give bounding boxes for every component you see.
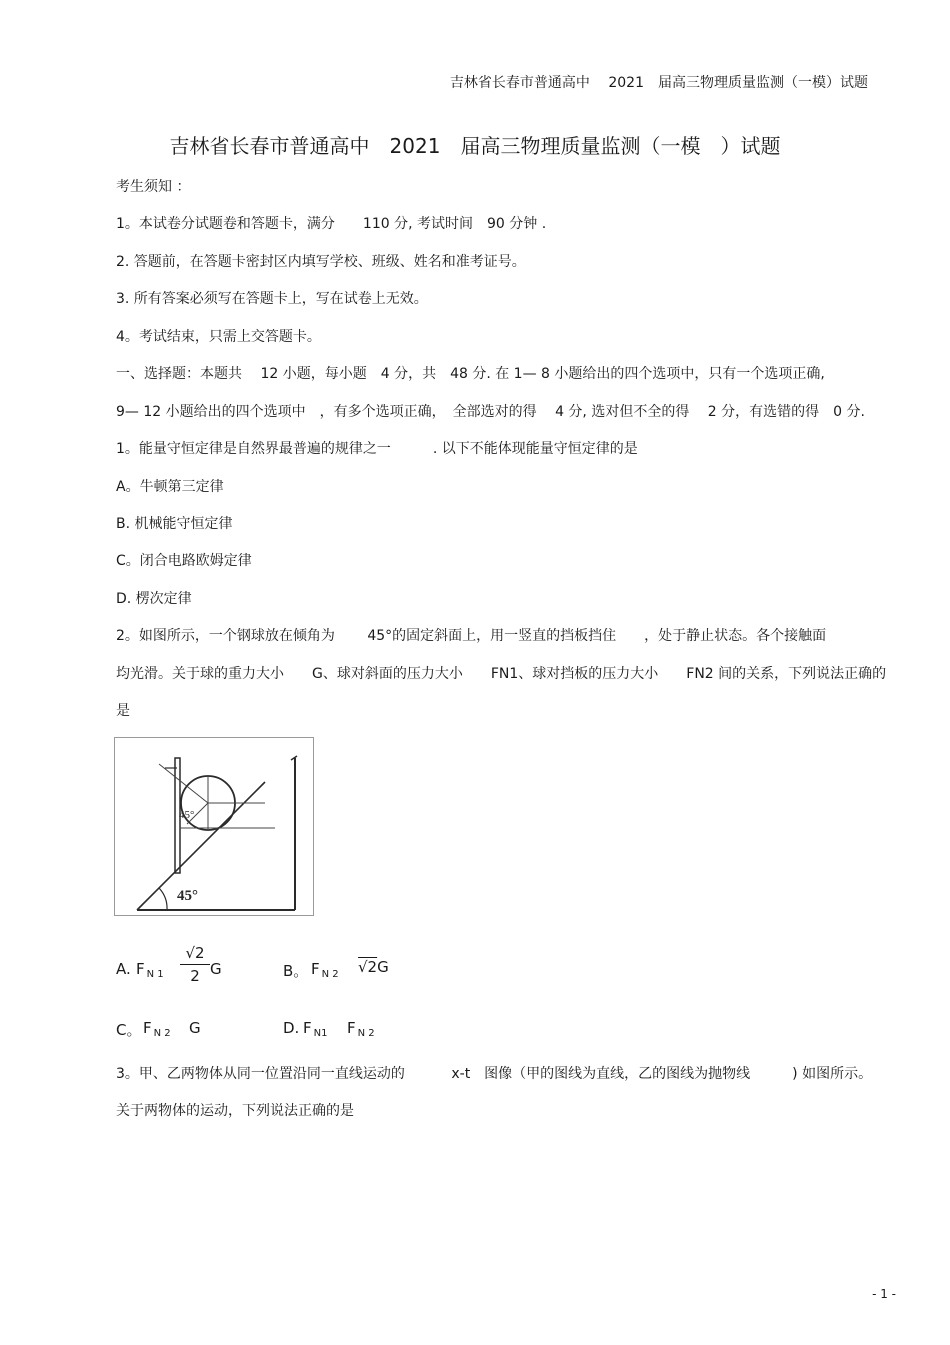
incline-ball-diagram [115,738,313,915]
notice-item-2: 2. 答题前，在答题卡密封区内填写学校、班级、姓名和准考证号。 [116,254,526,270]
force-subscript: N 2 [357,1028,375,1039]
incline-line [137,782,265,910]
question-2-option-d-lhs [303,1019,327,1039]
question-2-option-d-rhs [347,1019,375,1039]
force-symbol: F [347,1019,356,1037]
page-number: - 1 - [872,1287,896,1301]
question-3-stem-line-1: 3。甲、乙两物体从同一位置沿同一直线运动的 x-t 图像（甲的图线为直线，乙的图线为抛物线 ) 如图所示。 [116,1066,873,1082]
fraction-bar [180,964,210,965]
force-subscript: N1 [313,1028,328,1039]
sqrt2-over-2-fraction [180,944,210,985]
force-symbol: F [311,960,320,978]
question-2-stem-line-2: 均光滑。关于球的重力大小 G、球对斜面的压力大小 FN1、球对挡板的压力大小 FN2 间的关系，下列说法正确的 [116,666,887,682]
gravity-symbol: G [377,958,389,976]
question-2-option-a-label: A. [116,960,131,978]
question-1-option-c: C。闭合电路欧姆定律 [116,553,252,569]
question-1-option-b: B. 机械能守恒定律 [116,516,233,532]
incline-ball-figure [114,737,314,916]
question-2-option-d-label: D. [283,1019,300,1037]
question-2-option-b-lhs [311,960,339,980]
question-2-option-c-label: C。 [116,1021,142,1039]
page-title: 吉林省长春市普通高中 2021 届高三物理质量监测（一模 ）试题 [169,134,781,158]
question-2-stem-line-3: 是 [116,703,130,719]
question-2-option-a-lhs [136,960,164,980]
section-instructions-line-2: 9— 12 小题给出的四个选项中 ，有多个选项正确， 全部选对的得 4 分, 选对但不全的得 2 分，有选错的得 0 分. [116,404,865,420]
force-subscript: N 1 [146,969,164,980]
question-2-option-b-label: B。 [283,962,309,980]
question-1-option-d: D. 楞次定律 [116,591,192,607]
force-symbol: F [303,1019,312,1037]
notice-heading: 考生须知 ： [116,179,191,195]
sqrt2-root: √2 [358,958,378,976]
question-2-option-c-rhs: G [189,1019,201,1037]
force-symbol: F [143,1019,152,1037]
section-instructions-line-1: 一、选择题：本题共 12 小题，每小题 4 分，共 48 分. 在 1— 8 小题给出的四个选项中，只有一个选项正确, [116,366,825,382]
force-subscript: N 2 [321,969,339,980]
question-1-option-a: A。牛顿第三定律 [116,479,224,495]
fraction-denominator: 2 [190,967,200,985]
notice-item-4: 4。考试结束，只需上交答题卡。 [116,329,321,345]
incline-angle-label: 45° [177,888,198,904]
incline-angle-arc [159,888,167,910]
question-2-option-c-lhs [143,1019,171,1039]
question-2-option-a-tail: G [210,960,222,978]
question-2-option-b-rhs [358,958,389,976]
force-symbol: F [136,960,145,978]
small-angle-label: 45° [179,809,195,821]
fraction-numerator: √2 [185,944,205,962]
force-subscript: N 2 [153,1028,171,1039]
notice-item-1: 1。本试卷分试题卷和答题卡，满分 110 分, 考试时间 90 分钟 . [116,216,547,232]
diagonal-guide-line [159,764,208,803]
question-1-stem: 1。能量守恒定律是自然界最普遍的规律之一 . 以下不能体现能量守恒定律的是 [116,441,638,457]
question-2-stem-line-1: 2。如图所示，一个钢球放在倾角为 45°的固定斜面上，用一竖直的挡板挡住 ，处于静止状态。各个接触面 [116,628,827,644]
notice-item-3: 3. 所有答案必须写在答题卡上，写在试卷上无效。 [116,291,428,307]
running-header: 吉林省长春市普通高中 2021 届高三物理质量监测（一模）试题 [449,75,868,91]
question-3-stem-line-2: 关于两物体的运动，下列说法正确的是 [116,1103,354,1119]
